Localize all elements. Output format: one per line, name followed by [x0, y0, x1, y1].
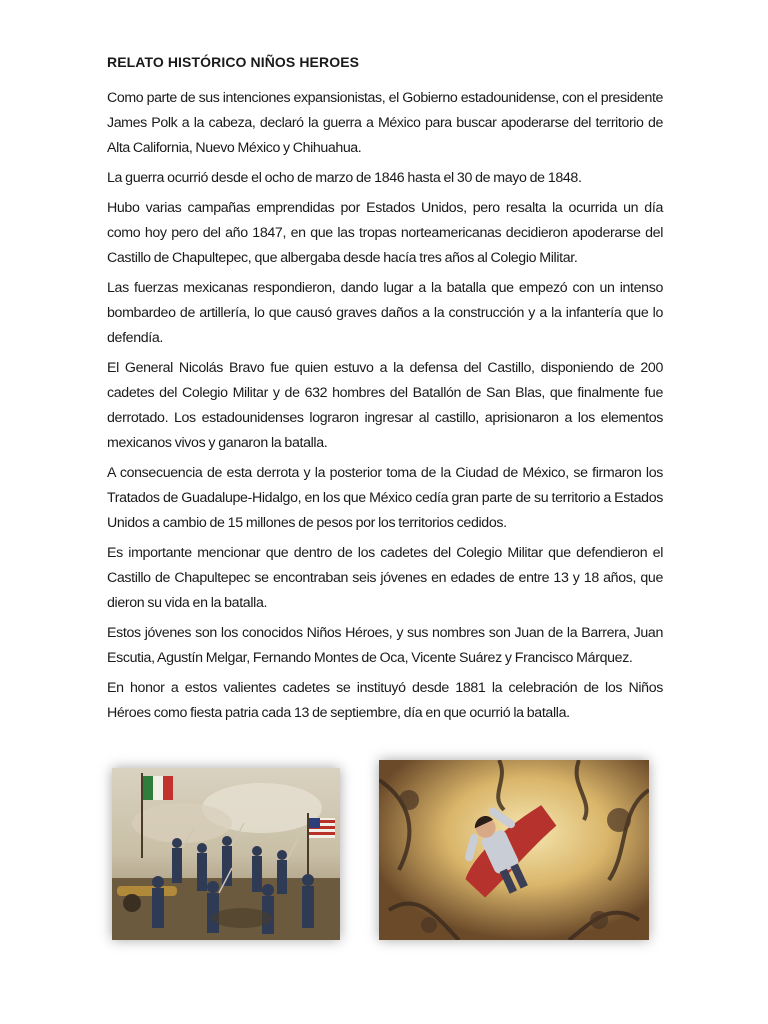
- paragraph-2: La guerra ocurrió desde el ocho de marzo de 1846 hasta el 30 de mayo de 1848.: [107, 170, 582, 186]
- battle-painting: [112, 768, 340, 940]
- paragraph-7: Es importante mencionar que dentro de los cadetes del Colegio Militar que defendieron el Castillo de Chapultepec se encontraban seis jóvenes en edades de entre 13 y 18 años, que dieron su vida en la batalla.: [107, 545, 663, 611]
- paragraph-5: El General Nicolás Bravo fue quien estuvo a la defensa del Castillo, disponiendo de 200 cadetes del Colegio Militar y de 632 hombres del Batallón de San Blas, que finalmente fue derrotado. Los estadounidenses lograron ingresar al castillo, aprisionaron a los elementos mexicanos vivos y ganaron la batalla.: [107, 360, 663, 451]
- mural-painting: [379, 760, 649, 940]
- document-title: RELATO HISTÓRICO NIÑOS HEROES: [107, 54, 360, 70]
- paragraph-3: Hubo varias campañas emprendidas por Estados Unidos, pero resalta la ocurrida un día como hoy pero del año 1847, en que las tropas norteamericanas decidieron apoderarse del Castillo de Chapultepec, que albergaba desde hacía tres años al Colegio Militar.: [107, 200, 663, 266]
- falling-cadet-mural-image: [379, 760, 649, 940]
- paragraph-1: Como parte de sus intenciones expansionistas, el Gobierno estadounidense, con el presidente James Polk a la cabeza, declaró la guerra a México para buscar apoderarse del territorio de Alta California, Nuevo México y Chihuahua.: [107, 90, 663, 156]
- image-row: [112, 760, 652, 945]
- paragraph-6: A consecuencia de esta derrota y la posterior toma de la Ciudad de México, se firmaron los Tratados de Guadalupe-Hidalgo, en los que México cedía gran parte de su territorio a Estados Unidos a cambio de 15 millones de pesos por los territorios cedidos.: [107, 465, 663, 531]
- paragraph-4: Las fuerzas mexicanas respondieron, dando lugar a la batalla que empezó con un intenso bombardeo de artillería, lo que causó graves daños a la construcción y a la infantería que lo defendía.: [107, 280, 663, 346]
- battle-scene-image: [112, 768, 340, 940]
- paragraph-8: Estos jóvenes son los conocidos Niños Héroes, y sus nombres son Juan de la Barrera, Juan Escutia, Agustín Melgar, Fernando Montes de Oca, Vicente Suárez y Francisco Márquez.: [107, 625, 663, 666]
- document-body: [107, 54, 663, 731]
- paragraph-9: En honor a estos valientes cadetes se instituyó desde 1881 la celebración de los Niños Héroes como fiesta patria cada 13 de septiembre, día en que ocurrió la batalla.: [107, 680, 663, 721]
